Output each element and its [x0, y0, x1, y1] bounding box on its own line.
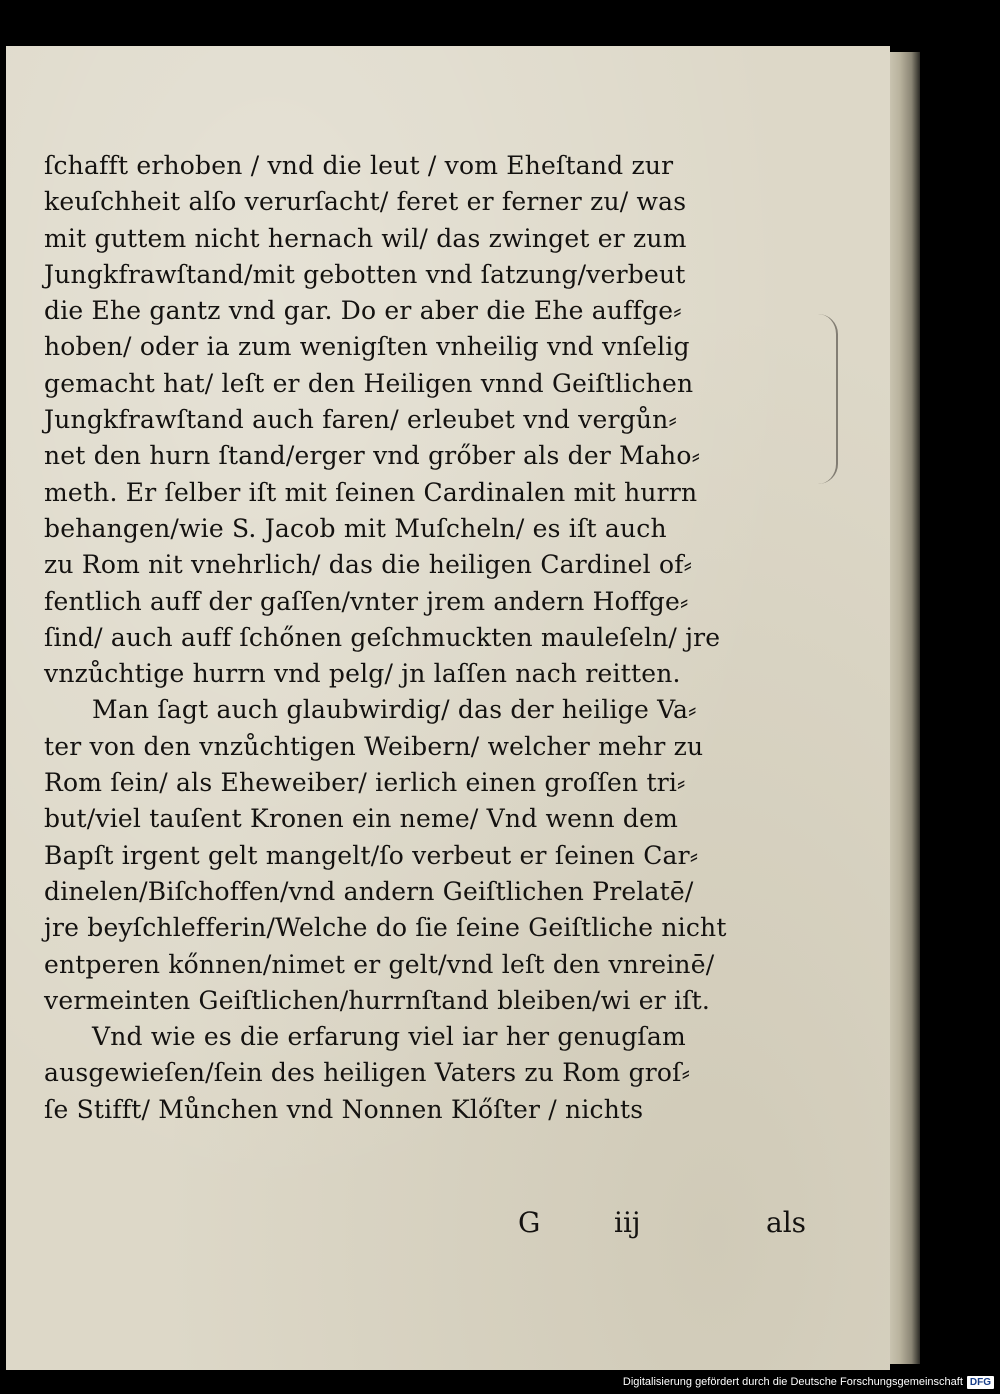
- dfg-logo: DFG: [967, 1376, 994, 1389]
- signature-number: iij: [614, 1206, 641, 1239]
- credit-text: Digitalisierung gefördert durch die Deutsche Forschungsgemeinschaft: [622, 1376, 963, 1388]
- text-line: keuſchheit alſo verurſacht/ feret er ferner zu/ was: [44, 187, 687, 217]
- text-line: behangen/wie S. Jacob mit Muſcheln/ es iſt auch: [44, 513, 667, 543]
- text-line: Bapſt irgent gelt mangelt/ſo verbeut er ſeinen Car⸗: [44, 840, 699, 870]
- text-line: Jungkfrawſtand auch faren/ erleubet vnd vergůn⸗: [44, 405, 677, 435]
- text-line: meth. Er ſelber iſt mit ſeinen Cardinalen mit hurrn: [44, 477, 698, 507]
- text-line: but/viel tauſent Kronen ein neme/ Vnd wenn dem: [44, 804, 679, 834]
- text-line: ſind/ auch auff ſchőnen geſchmuckten mauleſeln/ jre: [44, 622, 721, 652]
- text-line: fentlich auff der gaſſen/vnter jrem andern Hoffge⸗: [44, 586, 689, 616]
- text-line: die Ehe gantz vnd gar. Do er aber die Ehe auffge⸗: [44, 296, 682, 326]
- text-line-paragraph-start: Man ſagt auch glaubwirdig/ das der heilige Va⸗: [92, 695, 697, 725]
- page-text: [44, 148, 834, 1128]
- text-line: zu Rom nit vnehrlich/ das die heiligen Cardinel of⸗: [44, 550, 693, 580]
- text-line: ſchafft erhoben / vnd die leut / vom Eheſtand zur: [44, 151, 674, 180]
- digitization-credit: [623, 1374, 994, 1390]
- text-line: ausgewieſen/ſein des heiligen Vaters zu Rom groſ⸗: [44, 1058, 691, 1088]
- text-line: gemacht hat/ leſt er den Heiligen vnnd Geiſtlichen: [44, 368, 694, 398]
- text-line: jre beyſchlefferin/Welche do ſie ſeine Geiſtliche nicht: [44, 913, 727, 943]
- text-line: Rom ſein/ als Eheweiber/ ierlich einen groſſen tri⸗: [44, 768, 686, 798]
- catchword: als: [766, 1206, 807, 1239]
- signature-mark: G: [518, 1206, 541, 1239]
- text-line: Jungkfrawſtand/mit gebotten vnd ſatzung/verbeut: [44, 259, 686, 289]
- page-footer-marks: [6, 1206, 836, 1246]
- text-line: hoben/ oder ia zum wenigſten vnheilig vnd vnſelig: [44, 332, 690, 362]
- page-edge: [886, 52, 920, 1364]
- text-line: entperen kőnnen/nimet er gelt/vnd leſt den vnreinē/: [44, 949, 715, 979]
- text-line: vnzůchtige hurrn vnd pelg/ jn laſſen nach reitten.: [44, 659, 681, 689]
- text-line: ter von den vnzůchtigen Weibern/ welcher mehr zu: [44, 731, 704, 761]
- text-line: net den hurn ſtand/erger vnd grőber als der Maho⸗: [44, 441, 701, 471]
- text-line-paragraph-start: Vnd wie es die erfarung viel iar her genugſam: [92, 1022, 686, 1052]
- text-line: ſe Stifft/ Můnchen vnd Nonnen Klőſter / nichts: [44, 1094, 644, 1124]
- text-line: vermeinten Geiſtlichen/hurrnſtand bleiben/wi er iſt.: [44, 985, 711, 1015]
- text-line: dinelen/Biſchoffen/vnd andern Geiſtlichen Prelatē/: [44, 876, 694, 906]
- book-page: [6, 46, 890, 1370]
- text-line: mit guttem nicht hernach wil/ das zwinget er zum: [44, 223, 687, 253]
